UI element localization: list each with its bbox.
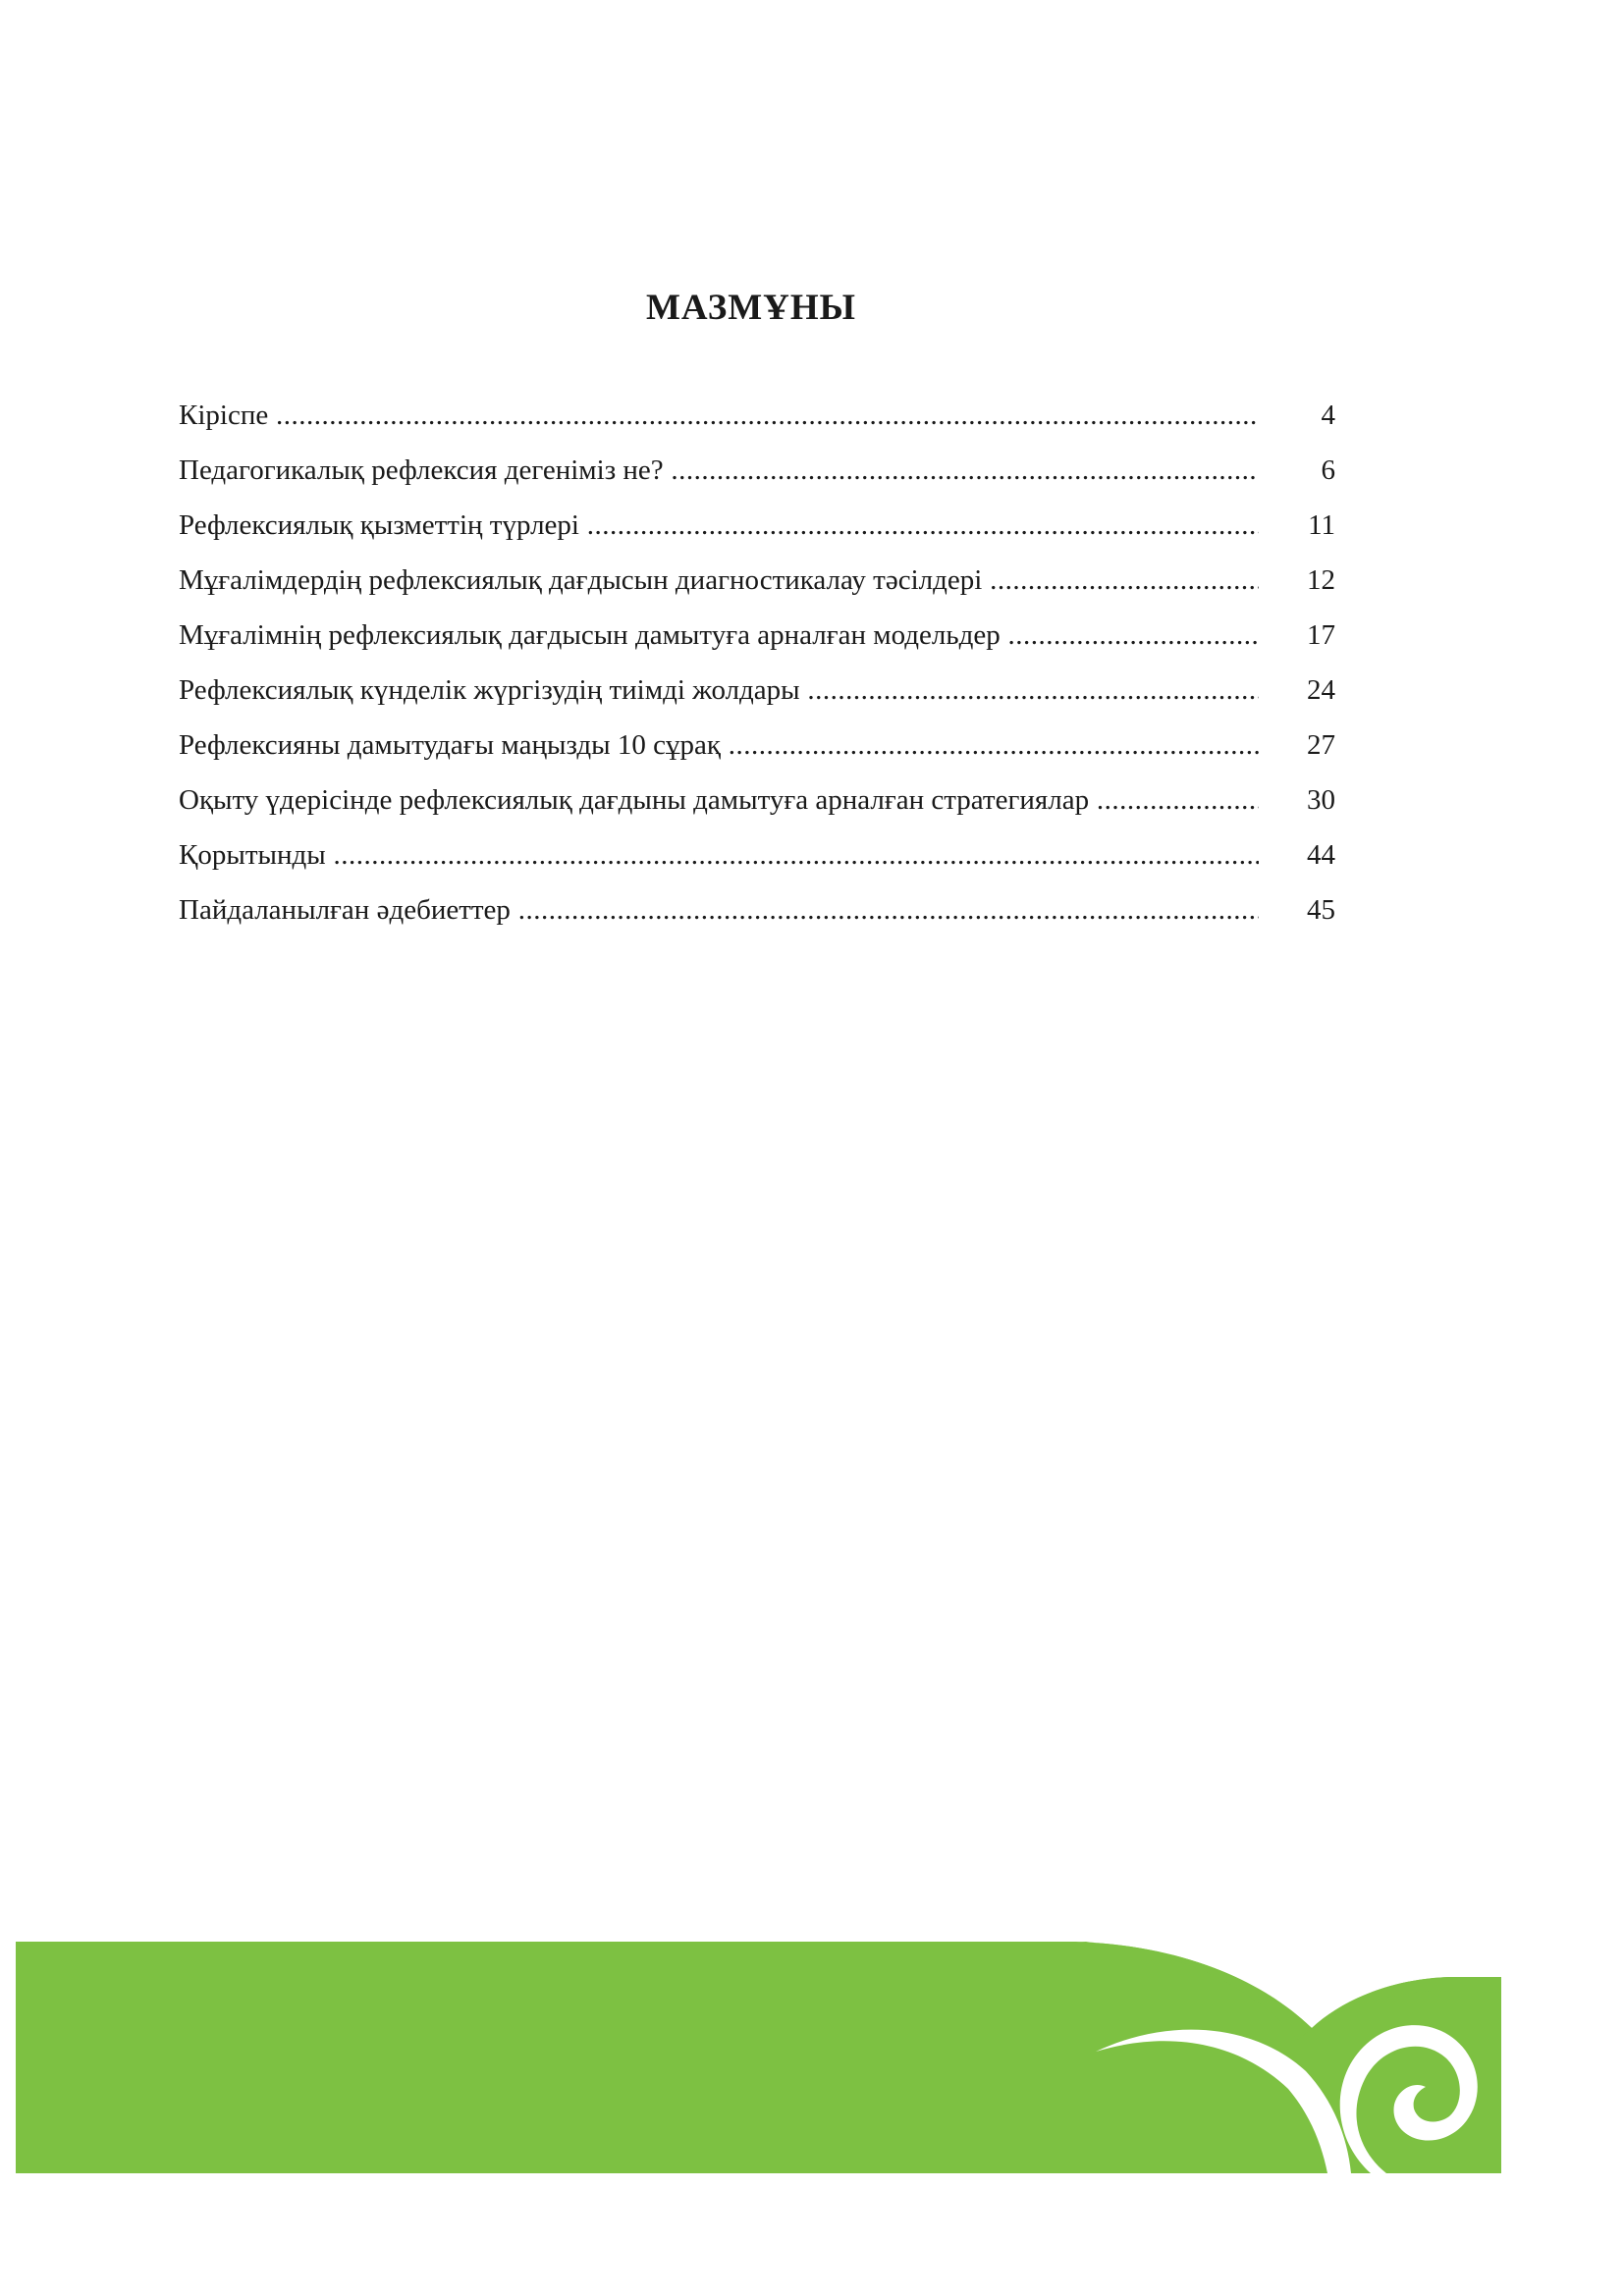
footer-band-graphic [16,1942,1501,2173]
toc-item-page: 45 [1307,894,1335,926]
footer-band [16,1942,1501,2173]
toc-item[interactable] [179,882,1335,937]
toc-item-title: Оқыту үдерісінде рефлексиялық дағдыны дамытуға арналған стратегиялар ..... [179,773,1259,828]
toc-item[interactable] [179,773,1335,828]
toc-item-title: Кіріспе ..... [179,388,1259,443]
toc-item[interactable] [179,663,1335,718]
toc-item-title: Рефлексияны дамытудағы маңызды 10 сұрақ ..... [179,718,1259,773]
toc-item[interactable] [179,718,1335,773]
toc-item[interactable] [179,498,1335,553]
toc-item-page: 30 [1307,784,1335,816]
toc-item-title: Рефлексиялық күнделік жүргізудің тиімді жолдары ..... [179,663,1259,718]
toc-item-page: 24 [1307,674,1335,706]
toc-item-page: 6 [1321,454,1335,486]
toc-item-title: Қорытынды ..... [179,828,1259,882]
toc-item-page: 27 [1307,729,1335,761]
toc-item-title: Педагогикалық рефлексия дегеніміз не? ..... [179,443,1259,498]
toc-item-title: Пайдаланылған әдебиеттер ..... [179,882,1259,937]
toc-item[interactable] [179,443,1335,498]
toc-item-title: Мұғалімнің рефлексиялық дағдысын дамытуға арналған модельдер ..... [179,608,1259,663]
toc-item-title: Рефлексиялық қызметтің түрлері ..... [179,498,1259,553]
toc-item[interactable] [179,608,1335,663]
toc-item-title: Мұғалімдердің рефлексиялық дағдысын диагностикалау тәсілдері ..... [179,553,1259,608]
table-of-contents [179,388,1335,937]
toc-item[interactable] [179,388,1335,443]
toc-item[interactable] [179,828,1335,882]
toc-item-page: 11 [1308,509,1335,541]
toc-item[interactable] [179,553,1335,608]
page-title: МАЗМҰНЫ [645,288,856,328]
toc-item-page: 44 [1307,839,1335,871]
toc-item-page: 17 [1307,619,1335,651]
toc-item-page: 4 [1321,400,1335,431]
toc-item-page: 12 [1307,564,1335,596]
